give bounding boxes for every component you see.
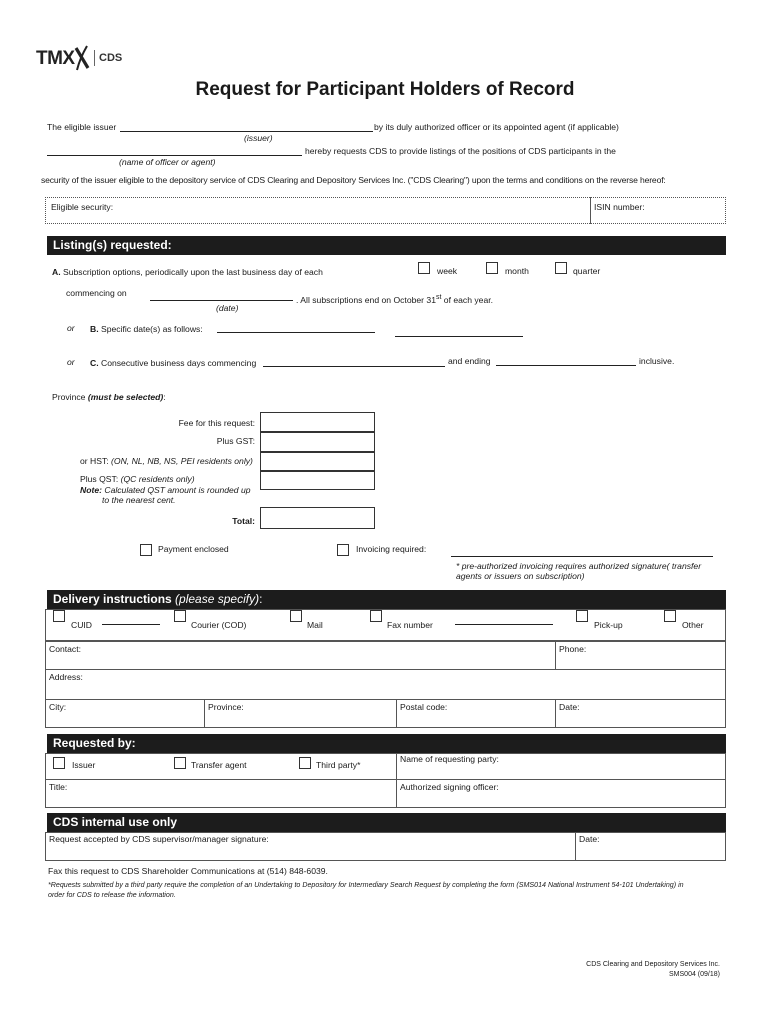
week-checkbox[interactable]: [418, 262, 430, 274]
listing-header: [47, 236, 726, 255]
subscriptions-end-text: [296, 292, 493, 306]
option-c-line: [90, 358, 256, 369]
city-label[interactable]: City:: [49, 702, 67, 712]
eligible-security-label[interactable]: Eligible security:: [51, 202, 114, 212]
cuid-checkbox[interactable]: [53, 610, 65, 622]
internal-date-label[interactable]: Date:: [579, 834, 600, 844]
cuid-label: CUID: [71, 620, 93, 630]
other-label: Other: [682, 620, 704, 630]
quarter-checkbox[interactable]: [555, 262, 567, 274]
pickup-label: Pick-up: [594, 620, 623, 630]
hst-box[interactable]: [260, 452, 375, 471]
hereby-text: hereby requests CDS to provide listings of the positions of CDS participants in the: [305, 146, 616, 156]
phone-divider: [555, 641, 556, 669]
province-colon: :: [163, 392, 166, 402]
commencing-date-field[interactable]: [150, 300, 293, 301]
pickup-checkbox[interactable]: [576, 610, 588, 622]
third-party-checkbox[interactable]: [299, 757, 311, 769]
fax-checkbox[interactable]: [370, 610, 382, 622]
logo-x-mark-icon: [74, 44, 90, 72]
company-name: CDS Clearing and Depository Services Inc.: [586, 961, 720, 968]
form-id: SMS004 (09/18): [669, 971, 720, 978]
consecutive-start-field[interactable]: [263, 366, 445, 367]
delivery-header-em: (please specify): [175, 592, 260, 606]
qst-note-label: Note:: [80, 485, 102, 495]
option-b-line: [90, 324, 203, 335]
qst-note-line-2: to the nearest cent.: [102, 495, 176, 505]
fax-label: Fax number: [387, 620, 433, 630]
specific-dates-field-1[interactable]: [217, 332, 375, 333]
invoicing-note-1: * pre-authorized invoicing requires authorized signature( transfer: [456, 561, 702, 571]
title-label[interactable]: Title:: [49, 782, 68, 792]
fax-instructions: Fax this request to CDS Shareholder Communications at (514) 848-6039.: [48, 866, 328, 876]
requested-by-box: [45, 753, 726, 808]
security-divider: [590, 197, 591, 224]
week-label: week: [437, 266, 458, 276]
internal-divider: [575, 832, 576, 861]
quarter-label: quarter: [573, 266, 601, 276]
isin-label[interactable]: ISIN number:: [594, 202, 645, 212]
option-c-text: Consecutive business days commencing: [98, 358, 257, 368]
month-label: month: [505, 266, 529, 276]
province-divider: [204, 699, 205, 728]
other-checkbox[interactable]: [664, 610, 676, 622]
officer-field[interactable]: [47, 155, 302, 156]
contact-label[interactable]: Contact:: [49, 644, 82, 654]
delivery-row-line-1: [45, 669, 726, 670]
eligible-issuer-label: The eligible issuer: [47, 122, 117, 132]
or-label-1: or: [67, 323, 75, 333]
issuer-label: Issuer: [72, 760, 96, 770]
issuer-checkbox[interactable]: [53, 757, 65, 769]
fee-box[interactable]: [260, 412, 375, 432]
delivery-date-label[interactable]: Date:: [559, 702, 580, 712]
delivery-options-box: [45, 609, 726, 641]
date-caption: (date): [216, 303, 239, 313]
qst-detail: (QC residents only): [120, 474, 195, 484]
logo-brand: TMX: [36, 48, 75, 69]
option-a-text: Subscription options, periodically upon the last business day of each: [60, 267, 323, 277]
postal-divider: [396, 699, 397, 728]
total-label: Total:: [232, 516, 255, 526]
requested-by-header-text: Requested by:: [53, 736, 136, 750]
requesting-party-label[interactable]: Name of requesting party:: [400, 754, 499, 764]
and-ending-label: and ending: [448, 356, 491, 366]
listing-header-text: Listing(s) requested:: [53, 238, 172, 252]
qst-line: [80, 474, 195, 485]
option-c-letter: C.: [90, 358, 99, 368]
logo-divider: [94, 50, 95, 66]
delivery-row-line-2: [45, 699, 726, 700]
supervisor-signature-label[interactable]: Request accepted by CDS supervisor/manager signature:: [49, 834, 269, 844]
delivery-header-end: :: [259, 592, 263, 606]
st-superscript: st: [435, 294, 442, 301]
option-a-line: [52, 267, 323, 278]
third-party-note-1: *Requests submitted by a third party require the completion of an Undertaking to Depository for Intermediary Search Request by completing the form (SMS014 National Instrument 54-101 Undertaking) in: [48, 881, 684, 889]
gst-label: Plus GST:: [216, 436, 255, 446]
third-party-note-2: order for CDS to release the information.: [48, 891, 176, 899]
delivery-header-text: Delivery instructions: [53, 592, 176, 606]
transfer-agent-checkbox[interactable]: [174, 757, 186, 769]
qst-note-text: Calculated QST amount is rounded up: [101, 485, 251, 495]
fax-number-field[interactable]: [455, 624, 553, 625]
fee-label: Fee for this request:: [178, 418, 255, 428]
issuer-field[interactable]: [120, 131, 373, 132]
delivery-header: [47, 590, 726, 609]
month-checkbox[interactable]: [486, 262, 498, 274]
mail-label: Mail: [307, 620, 323, 630]
option-a-letter: A.: [52, 267, 61, 277]
logo-sub: CDS: [99, 52, 123, 64]
province-required-label: [52, 392, 166, 403]
mail-checkbox[interactable]: [290, 610, 302, 622]
inclusive-label: inclusive.: [639, 356, 675, 366]
third-party-label: Third party*: [316, 760, 361, 770]
invoicing-required-checkbox[interactable]: [337, 544, 349, 556]
requested-divider: [396, 753, 397, 808]
transfer-agent-label: Transfer agent: [191, 760, 247, 770]
officer-caption: (name of officer or agent): [119, 157, 216, 167]
consecutive-end-field[interactable]: [496, 365, 636, 366]
delivery-details-box: [45, 641, 726, 728]
each-year-text: of each year.: [441, 294, 494, 305]
postal-code-label[interactable]: Postal code:: [400, 702, 448, 712]
total-box[interactable]: [260, 507, 375, 529]
option-b-text: Specific date(s) as follows:: [98, 324, 203, 334]
invoicing-required-label: Invoicing required:: [356, 544, 427, 554]
requested-row-line: [45, 779, 726, 780]
province-label: Province: [52, 392, 88, 402]
cuid-field[interactable]: [102, 624, 160, 625]
province-field-label[interactable]: Province:: [208, 702, 244, 712]
courier-checkbox[interactable]: [174, 610, 186, 622]
hst-detail: (ON, NL, NB, NS, PEI residents only): [111, 456, 253, 466]
hst-line: [80, 456, 253, 467]
security-line: security of the issuer eligible to the depository service of CDS Clearing and Depository Services Inc. ("CDS Clearing") upon the terms and conditions on the reverse hereof:: [41, 175, 666, 185]
province-must: (must be selected): [87, 392, 164, 402]
phone-label[interactable]: Phone:: [559, 644, 587, 654]
specific-dates-field-2[interactable]: [395, 336, 523, 337]
gst-box[interactable]: [260, 432, 375, 452]
payment-enclosed-checkbox[interactable]: [140, 544, 152, 556]
address-label[interactable]: Address:: [49, 672, 83, 682]
issuer-caption: (issuer): [244, 133, 273, 143]
qst-prefix: Plus QST:: [80, 474, 121, 484]
qst-box[interactable]: [260, 471, 375, 490]
courier-label: Courier (COD): [191, 620, 247, 630]
internal-use-header-text: CDS internal use only: [53, 815, 178, 829]
subs-end-text: . All subscriptions end on October 31: [296, 294, 436, 305]
page-title: Request for Participant Holders of Record: [195, 79, 575, 100]
or-label-2: or: [67, 357, 75, 367]
payment-enclosed-label: Payment enclosed: [158, 544, 229, 554]
hst-prefix: or HST:: [80, 456, 112, 466]
invoicing-signature-field[interactable]: [451, 556, 713, 557]
internal-use-header: [47, 813, 726, 832]
invoicing-note-2: agents or issuers on subscription): [456, 571, 585, 581]
commencing-on-label: commencing on: [66, 288, 127, 298]
date-divider: [555, 699, 556, 728]
authorized-officer-label[interactable]: Authorized signing officer:: [400, 782, 499, 792]
by-officer-text: by its duly authorized officer or its appointed agent (if applicable): [374, 122, 619, 132]
tmx-logo: [36, 44, 126, 74]
option-b-letter: B.: [90, 324, 99, 334]
requested-by-header: [47, 734, 726, 753]
